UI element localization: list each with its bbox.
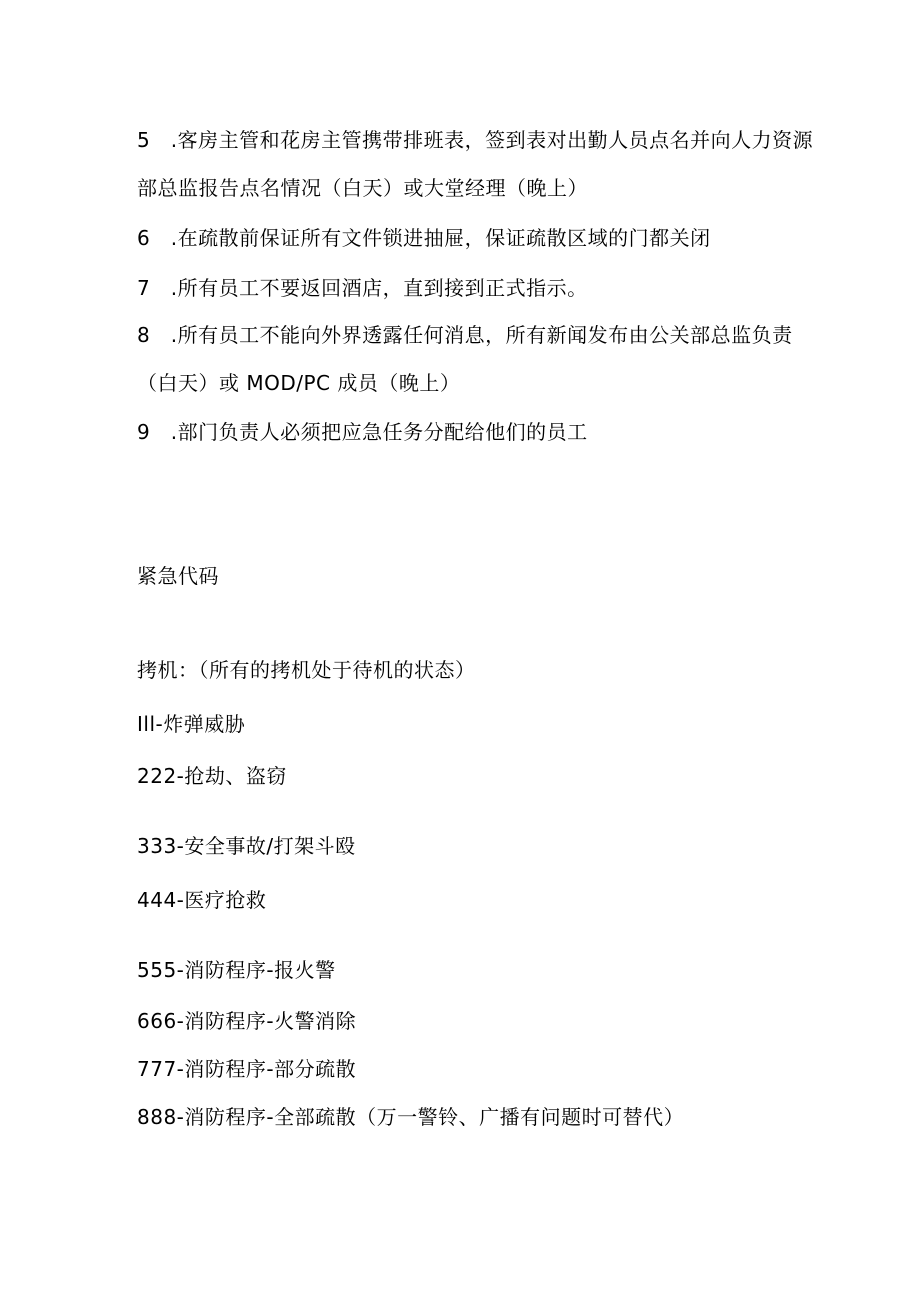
code-item: Ill-炸弹威胁 [137,712,246,736]
code-item: 555-消防程序-报火警 [137,958,336,982]
procedure-line: 部总监报告点名情况（白天）或大堂经理（晚上） [137,176,588,200]
procedure-line: 9 .部门负责人必须把应急任务分配给他们的员工 [137,420,588,444]
procedure-line: （白天）或 MOD/PC 成员（晚上） [137,371,461,395]
code-item: 777-消防程序-部分疏散 [137,1057,357,1081]
code-item: 888-消防程序-全部疏散（万一警铃、广播有问题时可替代） [137,1105,685,1129]
procedure-line: 5 .客房主管和花房主管携带排班表，签到表对出勤人员点名并向人力资源 [137,128,814,152]
procedure-line: 8 .所有员工不能向外界透露任何消息，所有新闻发布由公关部总监负责 [137,323,793,347]
procedure-line: 6 .在疏散前保证所有文件锁进抽屉，保证疏散区域的门都关闭 [137,226,711,250]
code-item: 222-抢劫、盗窃 [137,764,287,788]
pager-note: 拷机：（所有的拷机处于待机的状态） [137,658,476,682]
code-item: 666-消防程序-火警消除 [137,1009,357,1033]
code-item: 444-医疗抢救 [137,888,267,912]
code-item: 333-安全事故/打架斗殴 [137,834,356,858]
section-heading: 紧急代码 [137,564,219,588]
procedure-line: 7 .所有员工不要返回酒店，直到接到正式指示。 [137,276,588,300]
